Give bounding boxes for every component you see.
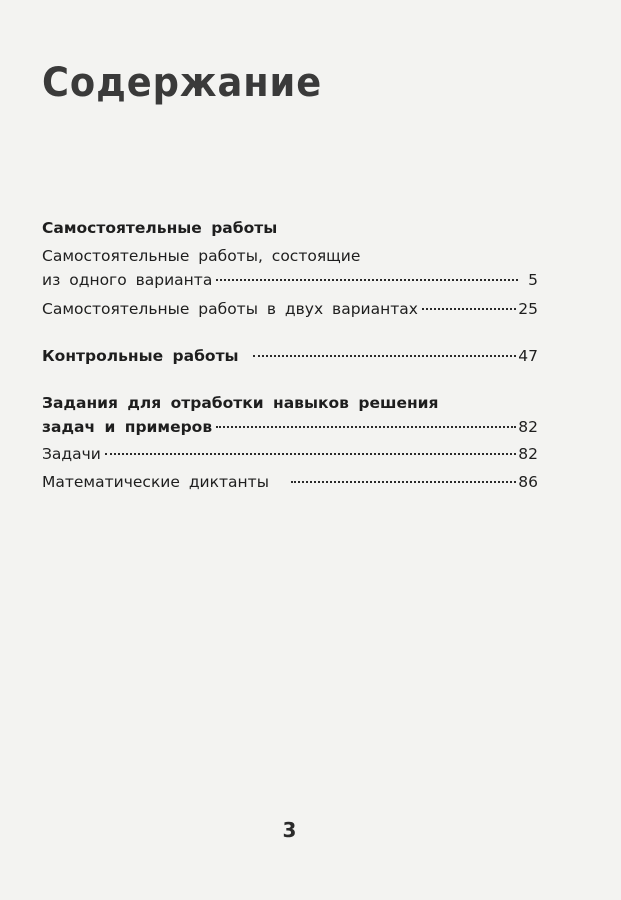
toc-entry-text: Самостоятельные работы в двух вариантах	[42, 300, 418, 318]
toc-entry-text: Самостоятельные работы, состоящие	[42, 247, 361, 265]
toc-entry-line	[42, 246, 538, 266]
page-title: Содержание	[42, 60, 323, 106]
dot-leader	[422, 307, 516, 310]
toc-page-number: 82	[518, 418, 538, 436]
toc-page-number: 47	[518, 347, 538, 365]
toc-page-number: 82	[518, 445, 538, 463]
toc-entry-text: Задачи	[42, 445, 101, 463]
dot-leader	[105, 452, 516, 455]
toc-entry	[42, 299, 538, 319]
toc-heading-text: задач и примеров	[42, 418, 213, 436]
page-number: 3	[282, 818, 297, 842]
toc-section-heading	[42, 218, 538, 238]
toc-entry	[42, 444, 538, 464]
toc-page-number: 86	[518, 473, 538, 491]
toc-heading-text: Задания для отработки навыков решения	[42, 394, 439, 412]
toc-page-number: 5	[528, 271, 538, 289]
toc-entry	[42, 270, 538, 290]
toc-section-heading	[42, 346, 538, 366]
toc-page-number: 25	[518, 300, 538, 318]
toc-entry	[42, 472, 538, 492]
toc-heading-text: Самостоятельные работы	[42, 219, 278, 237]
dot-leader	[291, 480, 516, 483]
toc-section-heading	[42, 393, 538, 413]
dot-leader	[216, 425, 516, 428]
toc-section-heading	[42, 417, 538, 437]
dot-leader	[253, 354, 517, 357]
dot-leader	[216, 278, 518, 281]
toc-entry-text: Математические диктанты	[42, 473, 269, 491]
toc-heading-text: Контрольные работы	[42, 347, 239, 365]
toc-entry-text: из одного варианта	[42, 271, 213, 289]
